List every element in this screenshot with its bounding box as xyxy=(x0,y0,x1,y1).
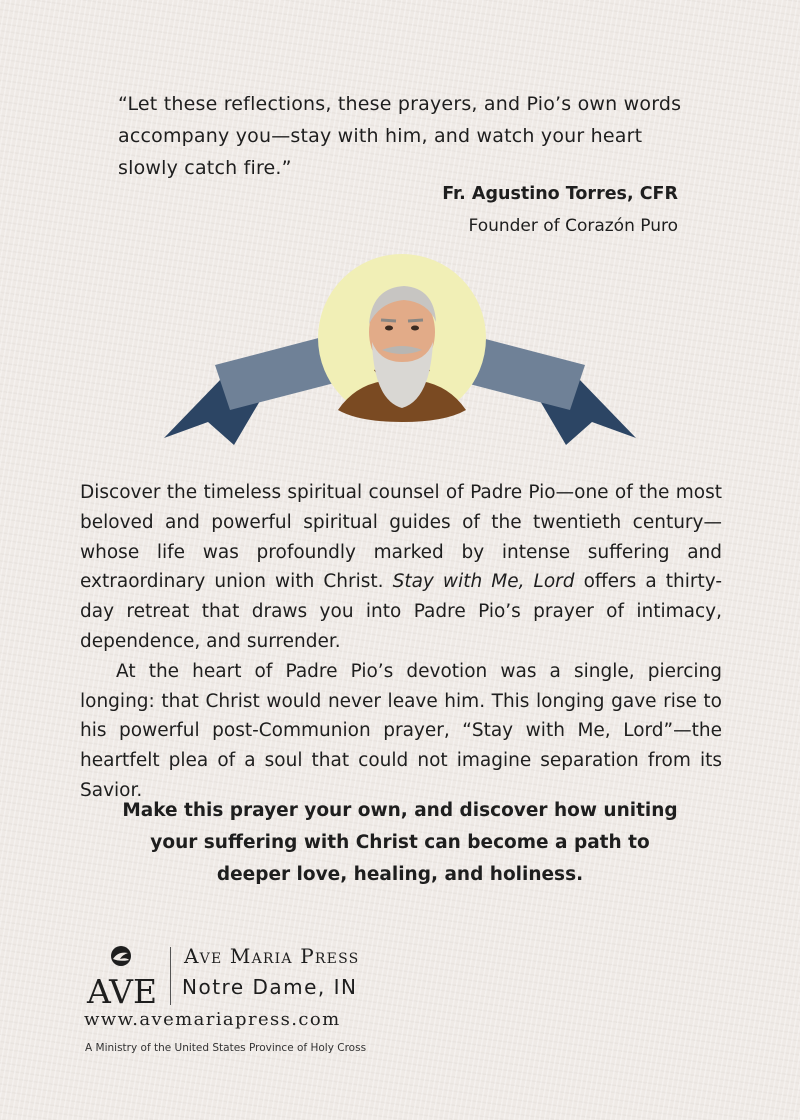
publisher-url[interactable]: www.avemariapress.com xyxy=(84,1009,341,1030)
portrait-ribbon-icon xyxy=(160,250,640,455)
callout-line-2: your suffering with Christ can become a path to xyxy=(150,832,650,853)
publisher-name: Ave Maria Press xyxy=(184,944,360,968)
paragraph-1-end: offers a thirty-day retreat that draws you into Padre Pio’s prayer of intimacy, dependence, and surrender. xyxy=(80,571,723,652)
callout-line-1: Make this prayer your own, and discover how uniting xyxy=(122,800,678,821)
book-description xyxy=(80,478,722,806)
publisher-ministry-line: A Ministry of the United States Province of Holy Cross xyxy=(85,1042,367,1054)
callout-line-3: deeper love, healing, and holiness. xyxy=(216,864,584,885)
publisher-divider xyxy=(170,947,171,1005)
callout-text xyxy=(100,795,700,891)
ave-logo-text: AVE xyxy=(86,972,158,1007)
publisher-location: Notre Dame, IN xyxy=(182,975,358,999)
endorsement-quote: “Let these reflections, these prayers, and Pio’s own words accompany you—stay with him, and watch your heart slowly catch fire.” xyxy=(118,93,682,179)
description-paragraph-2: At the heart of Padre Pio’s devotion was a single, piercing longing: that Christ would never leave him. This longing gave rise to his powerful post-Communion prayer, “Stay with Me, Lord”—the heartfelt plea of a soul that could not imagine separation from its Savior. xyxy=(80,660,722,801)
book-title-inline: Stay with Me, Lord xyxy=(392,571,575,593)
endorser-name: Fr. Agustino Torres, CFR xyxy=(442,184,678,204)
description-paragraph-1 xyxy=(80,478,722,657)
endorsement-attribution xyxy=(442,178,678,242)
ave-maria-dove-logo xyxy=(82,945,162,1007)
paragraph-1-start: Discover the timeless spiritual counsel of Padre Pio—one of the most beloved and powerful spiritual guides of the twentieth century—whose life was profoundly marked by intense suffering and extraordinary union with Christ. xyxy=(80,482,722,593)
endorser-title: Founder of Corazón Puro xyxy=(468,216,678,236)
